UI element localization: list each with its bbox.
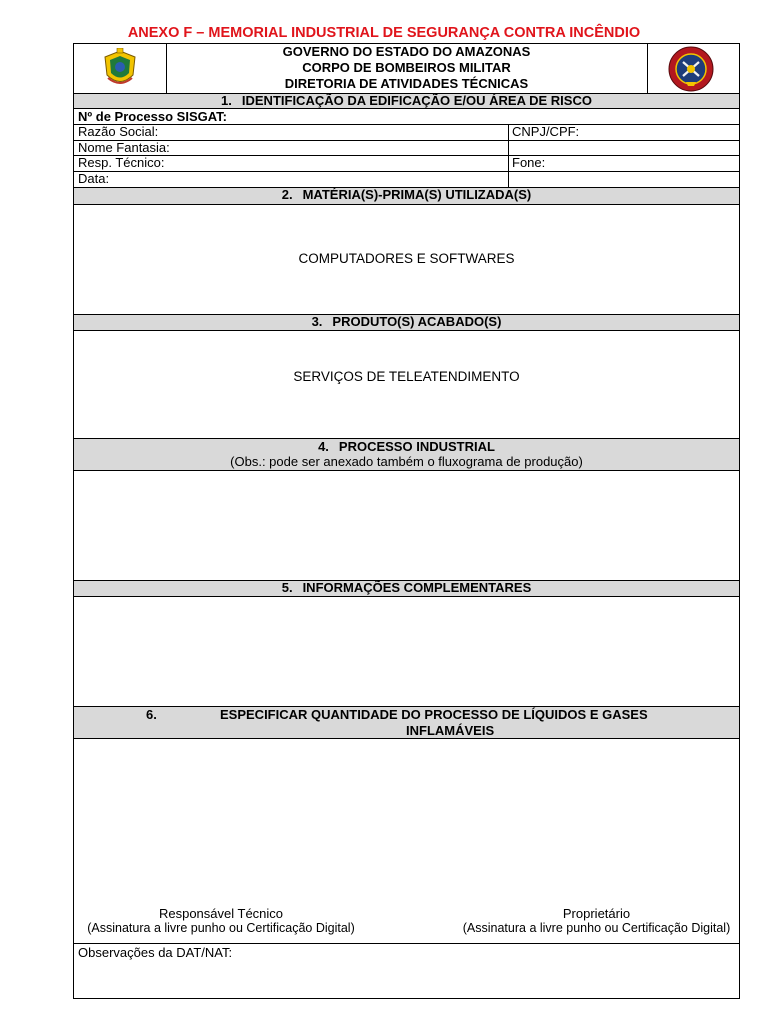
cnpj-cpf-label: CNPJ/CPF: bbox=[512, 124, 580, 139]
section-2-content: COMPUTADORES E SOFTWARES bbox=[298, 251, 515, 266]
section-5-title: INFORMAÇÕES COMPLEMENTARES bbox=[302, 580, 532, 595]
row-divider bbox=[74, 140, 739, 141]
signature-left-note: (Assinatura a livre punho ou Certificação Digital) bbox=[87, 921, 355, 935]
observacoes-label: Observações da DAT/NAT: bbox=[78, 945, 233, 960]
section-3-content: SERVIÇOS DE TELEATENDIMENTO bbox=[293, 369, 520, 384]
header-divider-right bbox=[647, 44, 648, 93]
section-1-header bbox=[74, 93, 739, 109]
fone-label: Fone: bbox=[512, 155, 546, 170]
section-4-title: PROCESSO INDUSTRIAL bbox=[338, 439, 495, 454]
memorial-form bbox=[73, 43, 740, 999]
signature-left-title: Responsável Técnico bbox=[158, 906, 284, 921]
signature-responsavel-tecnico bbox=[78, 906, 364, 936]
section-6-title-line-1: ESPECIFICAR QUANTIDADE DO PROCESSO DE LÍQUIDOS E GASES bbox=[220, 707, 648, 722]
processo-sisgat-label: Nº de Processo SISGAT: bbox=[78, 109, 227, 124]
row-divider bbox=[74, 155, 739, 156]
section-5-header bbox=[74, 580, 739, 597]
section-4-subtitle: (Obs.: pode ser anexado também o fluxograma de produção) bbox=[230, 454, 583, 469]
razao-social-label: Razão Social: bbox=[78, 124, 159, 139]
signature-proprietario bbox=[454, 906, 739, 936]
column-divider bbox=[508, 124, 509, 187]
section-6-title-line-2: INFLAMÁVEIS bbox=[406, 723, 495, 738]
nome-fantasia-label: Nome Fantasia: bbox=[78, 140, 170, 155]
section-3-title: PRODUTO(S) ACABADO(S) bbox=[332, 314, 502, 329]
row-divider bbox=[74, 124, 739, 125]
section-3-number: 3. bbox=[311, 314, 323, 329]
section-5-number: 5. bbox=[281, 580, 293, 595]
section-2-title: MATÉRIA(S)-PRIMA(S) UTILIZADA(S) bbox=[302, 187, 532, 202]
data-label: Data: bbox=[78, 171, 110, 186]
amazonas-coat-of-arms-icon bbox=[100, 48, 140, 90]
fire-brigade-emblem-icon bbox=[668, 46, 714, 92]
section-4-number: 4. bbox=[318, 439, 329, 454]
section-4-header bbox=[74, 438, 739, 471]
section-2-header bbox=[74, 187, 739, 205]
section-3-header bbox=[74, 314, 739, 331]
resp-tecnico-label: Resp. Técnico: bbox=[78, 155, 165, 170]
header-line-1: GOVERNO DO ESTADO DO AMAZONAS bbox=[282, 44, 531, 59]
section-1-title: IDENTIFICAÇÃO DA EDIFICAÇÃO E/OU ÁREA DE RISCO bbox=[241, 93, 592, 108]
signature-right-title: Proprietário bbox=[562, 906, 631, 921]
row-divider bbox=[74, 171, 739, 172]
signature-right-note: (Assinatura a livre punho ou Certificação Digital) bbox=[462, 921, 731, 935]
section-6-header bbox=[74, 706, 739, 739]
header-line-3: DIRETORIA DE ATIVIDADES TÉCNICAS bbox=[284, 76, 529, 91]
row-divider bbox=[74, 943, 739, 944]
section-2-number: 2. bbox=[281, 187, 293, 202]
header-line-2: CORPO DE BOMBEIROS MILITAR bbox=[302, 60, 511, 75]
section-1-number: 1. bbox=[221, 93, 232, 108]
section-6-number: 6. bbox=[146, 707, 157, 722]
document-title: ANEXO F – MEMORIAL INDUSTRIAL DE SEGURANÇA CONTRA INCÊNDIO bbox=[127, 25, 641, 41]
